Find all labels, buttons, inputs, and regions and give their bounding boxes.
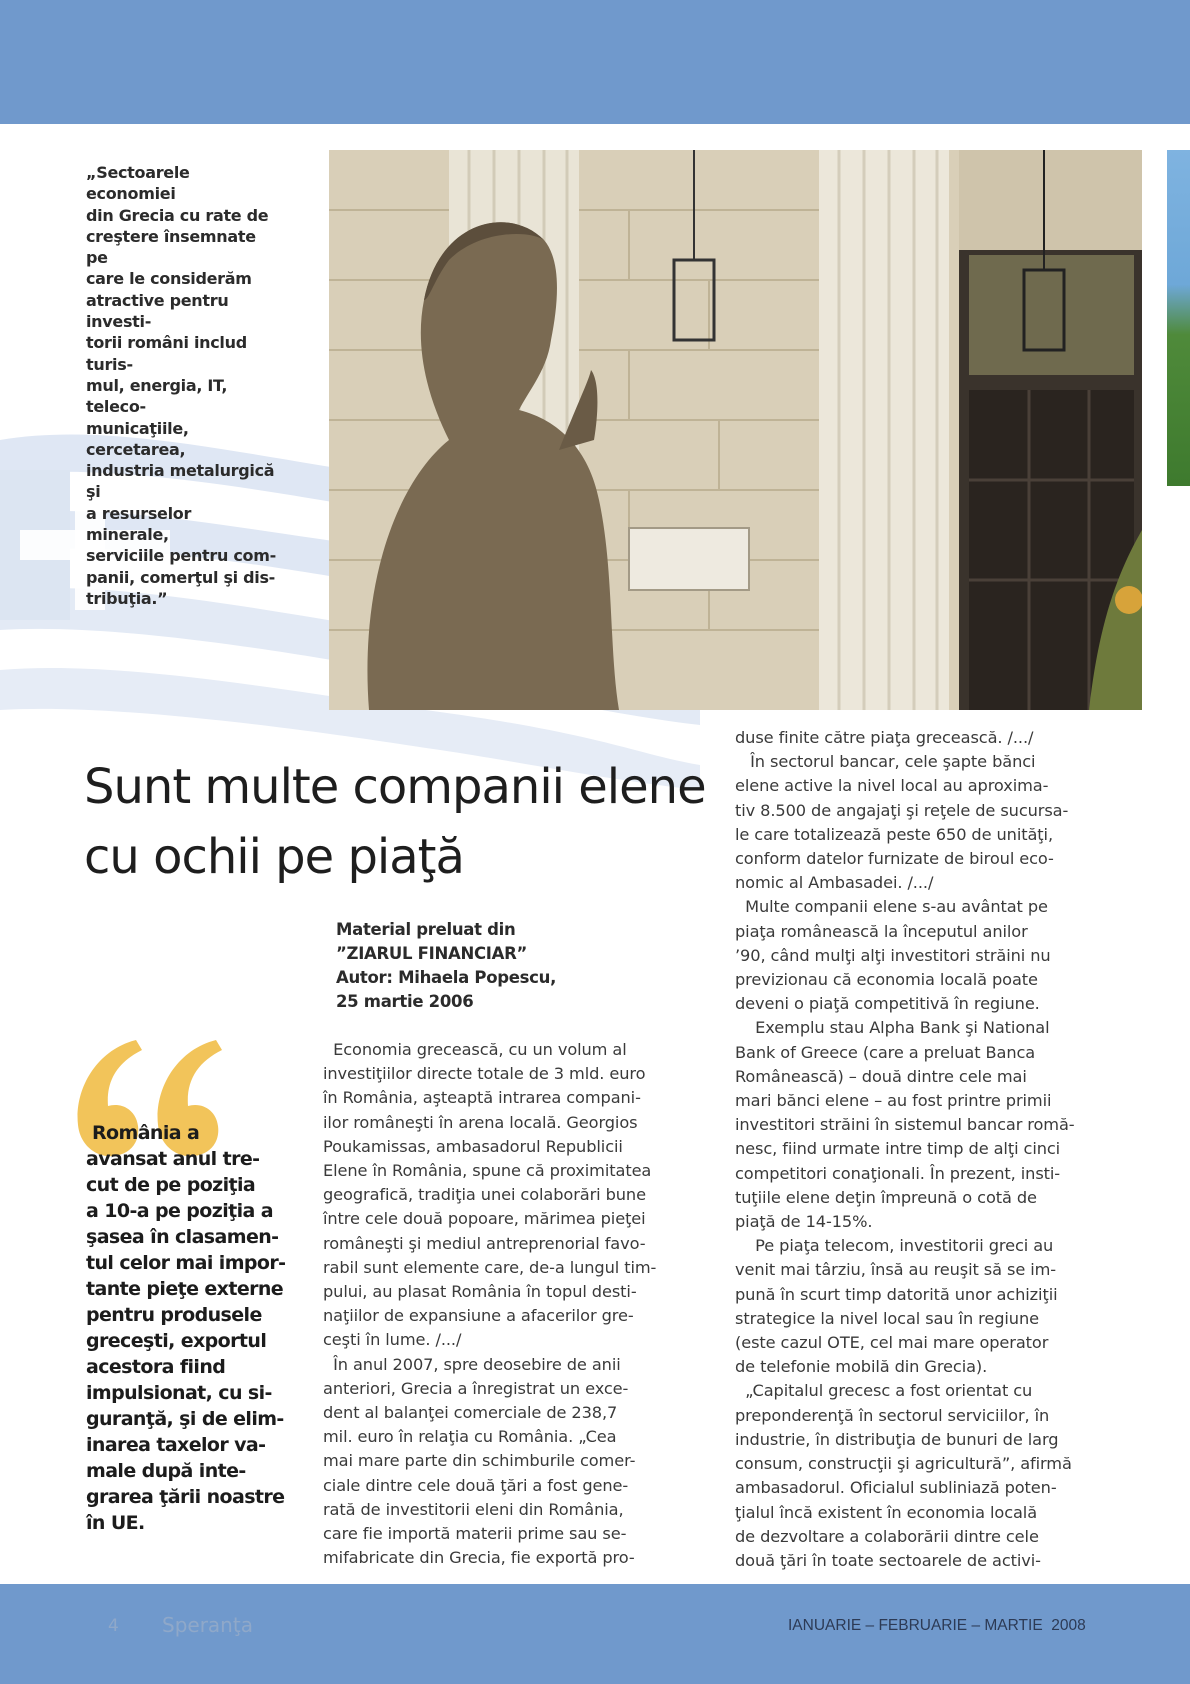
article-line: rabil sunt elemente care, de-a lungul tim- <box>323 1257 657 1277</box>
article-line: rată de investitorii eleni din România, <box>323 1499 624 1519</box>
pull-quote-line: acestora fiind <box>86 1356 226 1378</box>
article-line: preponderenţă în sectorul serviciilor, în <box>735 1405 1050 1425</box>
article-line: strategice la nivel local sau în regiune <box>735 1308 1039 1328</box>
article-line: Elene în România, spune că proximitatea <box>323 1161 652 1181</box>
issue-date: IANUARIE – FEBRUARIE – MARTIE 2008 <box>788 1617 1086 1634</box>
pull-quote-line: tul celor mai impor- <box>86 1252 286 1274</box>
article-line: în România, aşteaptă intrarea compani- <box>323 1088 641 1108</box>
article-line: pună în scurt timp datorită unor achiziţii <box>735 1284 1058 1304</box>
pull-quote-line: a resurselor minerale, <box>86 503 192 545</box>
article-line: dent al balanţei comerciale de 238,7 <box>323 1403 618 1423</box>
article-line: anteriori, Grecia a înregistrat un exce- <box>323 1378 629 1398</box>
pull-quote-line: serviciile pentru com- <box>86 546 276 566</box>
pull-quote-line: industria metalurgică şi <box>86 461 275 502</box>
article-line: Pe piaţa telecom, investitorii greci au <box>735 1236 1054 1256</box>
article-line: elene active la nivel local au aproxima- <box>735 776 1049 796</box>
article-line: ilor româneşti în arena locală. Georgios <box>323 1112 638 1132</box>
pull-quote-line: male după inte- <box>86 1460 246 1482</box>
headline-line: Sunt multe companii elene <box>84 759 706 815</box>
article-line: tuţiile elene deţin împreună o cotă de <box>735 1187 1037 1207</box>
article-line: investiţiilor directe totale de 3 mld. euro <box>323 1064 646 1084</box>
article-line: româneşti şi mediul antreprenorial favo- <box>323 1233 646 1253</box>
pull-quote-line: creştere însemnate pe <box>86 226 256 268</box>
article-line: ’90, când mulţi alţi investitori străini nu <box>735 945 1051 965</box>
pull-quote-sectors <box>86 162 278 609</box>
publication-title: Speranţa <box>162 1613 253 1637</box>
article-line: Exemplu stau Alpha Bank şi National <box>735 1018 1050 1038</box>
pull-quote-line: impulsionat, cu si- <box>86 1382 272 1404</box>
pull-quote-line: în UE. <box>86 1512 145 1534</box>
article-line: Multe companii elene s-au avântat pe <box>735 897 1048 917</box>
headline-line: cu ochii pe piaţă <box>84 829 464 885</box>
pull-quote-line: mul, energia, IT, teleco- <box>86 375 228 417</box>
article-line: piaţa românească la începutul anilor <box>735 921 1028 941</box>
pull-quote-line: cut de pe poziţia <box>86 1174 256 1196</box>
article-line: ceşti în lume. /.../ <box>323 1330 462 1350</box>
article-line: ciale dintre cele două ţări a fost gene- <box>323 1475 629 1495</box>
article-line: pului, au plasat România în topul desti- <box>323 1282 637 1302</box>
pull-quote-line: şasea în clasamen- <box>86 1226 279 1248</box>
pull-quote-line: pentru produsele <box>86 1304 262 1326</box>
article-line: (este cazul OTE, cel mai mare operator <box>735 1333 1049 1353</box>
pull-quote-line: guranţă, şi de elim- <box>86 1408 284 1430</box>
pull-quote-romania <box>86 1120 286 1536</box>
article-line: În anul 2007, spre deosebire de anii <box>323 1354 621 1374</box>
article-line: tiv 8.500 de angajaţi şi reţele de sucursa- <box>735 800 1069 820</box>
article-line: Poukamissas, ambasadorul Republicii <box>323 1136 623 1156</box>
article-line: mari bănci elene – au fost printre primii <box>735 1091 1052 1111</box>
article-line: nesc, fiind urmate intre timp de alţi cinci <box>735 1139 1061 1159</box>
pull-quote-line: tante pieţe externe <box>86 1278 284 1300</box>
article-line: duse finite către piaţa grecească. /.../ <box>735 728 1034 747</box>
pull-quote-line: „Sectoarele economiei <box>86 163 190 204</box>
article-line: între cele două popoare, mărimea pieţei <box>323 1209 646 1229</box>
article-line: investitori străini în sistemul bancar romă- <box>735 1115 1075 1135</box>
article-line: mil. euro în relaţia cu România. „Cea <box>323 1427 617 1447</box>
pull-quote-line: care le considerăm <box>86 269 252 289</box>
credit-line: ”ZIARUL FINANCIAR” <box>336 944 528 963</box>
article-line: deveni o piaţă competitivă în regiune. <box>735 994 1040 1014</box>
bust-statue-photo <box>329 150 1142 710</box>
article-line: previzionau că economia locală poate <box>735 970 1038 990</box>
article-line: de dezvoltare a colaborării dintre cele <box>735 1526 1039 1546</box>
pull-quote-line: tribuţia.” <box>86 588 168 608</box>
article-line: În sectorul bancar, cele şapte bănci <box>735 752 1036 772</box>
header-band <box>0 0 1190 124</box>
article-headline <box>84 752 724 892</box>
credit-line: 25 martie 2006 <box>336 992 474 1011</box>
article-line: Economia grecească, cu un volum al <box>323 1040 627 1059</box>
pull-quote-line: municaţiile, cercetarea, <box>86 418 189 459</box>
page-number: 4 <box>108 1616 119 1636</box>
pull-quote-line: a 10-a pe poziţia a <box>86 1200 273 1222</box>
article-line: ţialul încă existent în economia locală <box>735 1502 1038 1522</box>
article-line: venit mai târziu, însă au reuşit să se im- <box>735 1260 1057 1280</box>
pull-quote-line: din Grecia cu rate de <box>86 205 269 225</box>
pull-quote-line: greceşti, exportul <box>86 1330 267 1352</box>
article-column-1 <box>323 1038 693 1570</box>
article-line: industrie, în distribuţia de bunuri de larg <box>735 1429 1059 1449</box>
article-line: le care totalizează peste 650 de unităţi, <box>735 824 1053 844</box>
article-line: care fie importă materii prime sau se- <box>323 1524 627 1544</box>
article-line: două ţări în toate sectoarele de activi- <box>735 1550 1041 1570</box>
article-line: mifabricate din Grecia, fie exportă pro- <box>323 1548 635 1568</box>
article-line: geografică, tradiţia unei colaborări bune <box>323 1185 646 1205</box>
article-line: ambasadorul. Oficialul subliniază poten- <box>735 1478 1057 1498</box>
article-line: mai mare parte din schimburile comer- <box>323 1451 636 1471</box>
side-photo-strip <box>1167 150 1190 486</box>
article-line: nomic al Ambasadei. /.../ <box>735 873 934 893</box>
article-credit <box>336 918 636 1014</box>
article-line: Bank of Greece (care a preluat Banca <box>735 1042 1036 1062</box>
credit-line: Autor: Mihaela Popescu, <box>336 968 557 987</box>
pull-quote-line: grarea ţării noastre <box>86 1486 285 1508</box>
pull-quote-line: panii, comerţul şi dis- <box>86 567 276 587</box>
pull-quote-line: torii români includ turis- <box>86 333 247 374</box>
article-line: „Capitalul grecesc a fost orientat cu <box>735 1381 1033 1401</box>
article-line: competitori conaţionali. În prezent, insti- <box>735 1163 1061 1183</box>
article-line: consum, construcţii şi agricultură”, afirmă <box>735 1454 1072 1474</box>
article-line: Românească) – două dintre cele mai <box>735 1066 1027 1086</box>
article-line: conform datelor furnizate de biroul eco- <box>735 849 1054 869</box>
pull-quote-line: România a <box>86 1122 200 1144</box>
article-line: naţiilor de expansiune a afacerilor gre- <box>323 1306 634 1326</box>
article-line: piaţă de 14-15%. <box>735 1212 873 1232</box>
article-line: de telefonie mobilă din Grecia). <box>735 1357 988 1377</box>
pull-quote-line: avansat anul tre- <box>86 1148 260 1170</box>
pull-quote-line: atractive pentru investi- <box>86 290 229 332</box>
article-column-2 <box>735 726 1105 1573</box>
pull-quote-line: inarea taxelor va- <box>86 1434 266 1456</box>
credit-line: Material preluat din <box>336 920 516 939</box>
